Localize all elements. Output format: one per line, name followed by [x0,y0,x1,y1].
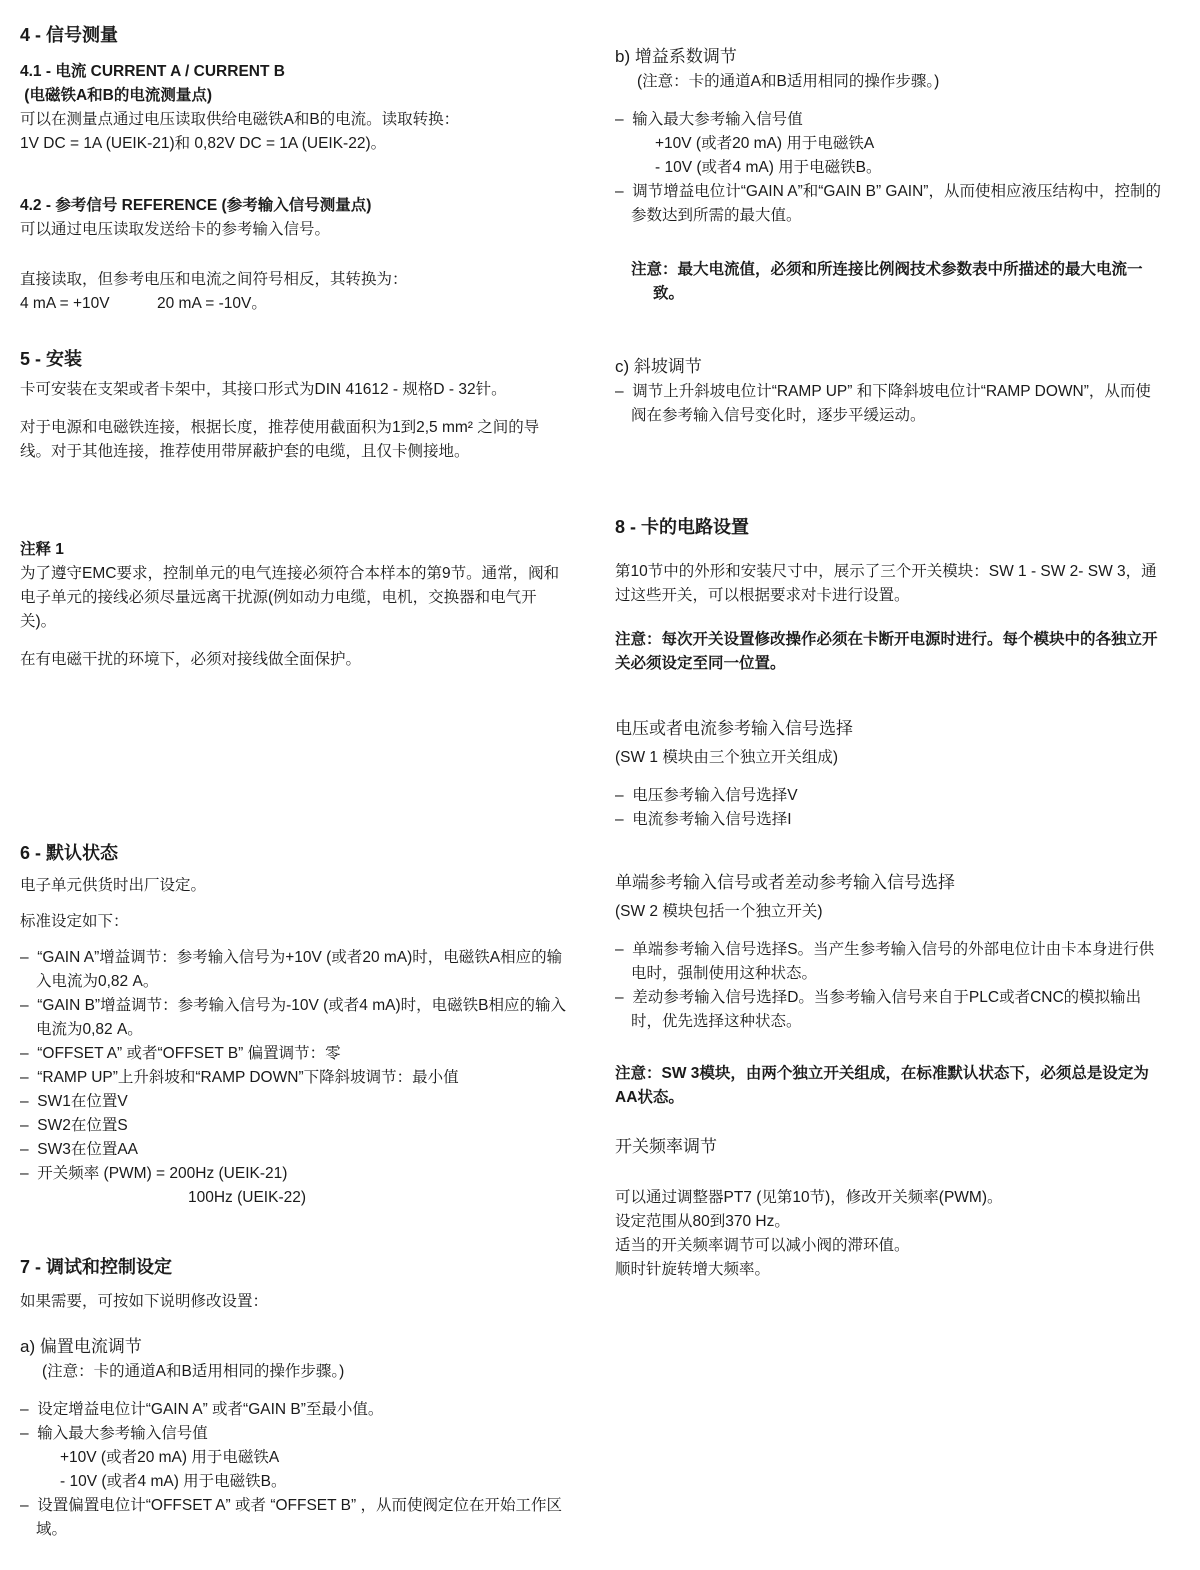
section-5 [20,346,568,464]
section-4-2-conversion [20,268,568,316]
list-subline: - 10V (或者4 mA) 用于电磁铁B。 [655,159,882,176]
list-item: – 设置偏置电位计“OFFSET A” 或者 “OFFSET B” ，从而使阀定位在开始工作区域。 [20,1494,568,1542]
pwm-body [615,1186,1165,1282]
subsection-7a-note: (注意：卡的通道A和B适用相同的操作步骤。) [42,1363,345,1380]
paragraph: 设定范围从80到370 Hz。 [615,1213,790,1230]
list-item: – “OFFSET A” 或者“OFFSET B” 偏置调节：零 [20,1042,568,1066]
paragraph: 顺时针旋转增大频率。 [615,1261,771,1278]
sw3-warning [615,1062,1165,1110]
subsection-7b-note: (注意：卡的通道A和B适用相同的操作步骤。) [637,73,940,90]
sw1-note: (SW 1 模块由三个独立开关组成) [615,749,839,766]
pwm-title: 开关频率调节 [615,1137,717,1156]
sw2-options-list [615,938,1165,1034]
list-item: – SW2在位置S [20,1114,568,1138]
gain-steps-list-cont [615,180,1165,228]
subsection-7c [615,354,1165,428]
list-subline: +10V (或者20 mA) 用于电磁铁A [60,1449,280,1466]
paragraph: 对于电源和电磁铁连接，根据长度，推荐使用截面积为1到2,5 mm² 之间的导线。对于其他连接，推荐使用带屏蔽护套的电缆，且仅卡侧接地。 [20,419,540,460]
paragraph: 在有电磁干扰的环境下，必须对接线做全面保护。 [20,651,362,668]
section-4 [20,22,568,48]
subsection-7c-title: c) 斜坡调节 [615,357,702,376]
note-1-title: 注释 1 [20,541,64,558]
subsection-7a-title: a) 偏置电流调节 [20,1337,142,1356]
paragraph: 卡可安装在支架或者卡架中，其接口形式为DIN 41612 - 规格D - 32针。 [20,381,507,398]
subsection-7a [20,1334,568,1542]
subsection-7b-title: b) 增益系数调节 [615,47,737,66]
list-item: – “RAMP UP”上升斜坡和“RAMP DOWN”下降斜坡调节：最小值 [20,1066,568,1090]
list-item: – “GAIN B”增益调节：参考输入信号为-10V (或者4 mA)时，电磁铁B相应的输入电流为0,82 A。 [20,994,568,1042]
paragraph: 可以通过电压读取发送给卡的参考输入信号。 [20,221,331,238]
max-current-warning [615,258,1165,306]
paragraph: 标准设定如下： [20,913,129,930]
section-8-title: 8 - 卡的电路设置 [615,517,750,537]
warning-text: 注意：每次开关设置修改操作必须在卡断开电源时进行。每个模块中的各独立开关必须设定至同一位置。 [615,631,1158,672]
list-subline: - 10V (或者4 mA) 用于电磁铁B。 [60,1473,287,1490]
section-7 [20,1254,568,1314]
sw1-section [615,716,1165,832]
list-item: – 设定增益电位计“GAIN A” 或者“GAIN B”至最小值。 [20,1398,568,1422]
section-4-title: 4 - 信号测量 [20,25,119,45]
gain-steps-list [615,108,1165,132]
paragraph: 可以通过调整器PT7 (见第10节)，修改开关频率(PWM)。 [615,1189,1003,1206]
list-item: – 输入最大参考输入信号值 [20,1422,568,1446]
pwm-value-line: 100Hz (UEIK-22) [188,1189,307,1206]
paragraph: 4 mA = +10V 20 mA = -10V。 [20,295,267,312]
list-item: – 电压参考输入信号选择V [615,784,1165,808]
subsection-7b [615,44,1165,228]
list-item: – 单端参考输入信号选择S。当产生参考输入信号的外部电位计由卡本身进行供电时，强制使用这种状态。 [615,938,1165,986]
section-4-2-title: 4.2 - 参考信号 REFERENCE (参考输入信号测量点) [20,197,372,214]
list-item: – “GAIN A”增益调节：参考输入信号为+10V (或者20 mA)时，电磁铁A相应的输入电流为0,82 A。 [20,946,568,994]
list-item: – SW3在位置AA [20,1138,568,1162]
list-item: – 调节上升斜坡电位计“RAMP UP” 和下降斜坡电位计“RAMP DOWN”，从而使阀在参考输入信号变化时，逐步平缓运动。 [615,380,1165,428]
list-item: – 输入最大参考输入信号值 [615,108,1165,132]
list-item: – 电流参考输入信号选择I [615,808,1165,832]
list-item: – 调节增益电位计“GAIN A”和“GAIN B” GAIN”，从而使相应液压结构中，控制的参数达到所需的最大值。 [615,180,1165,228]
paragraph: 第10节中的外形和安装尺寸中，展示了三个开关模块：SW 1 - SW 2- SW 3，通过这些开关，可以根据要求对卡进行设置。 [615,563,1157,604]
note-1 [20,538,568,672]
sw1-title: 电压或者电流参考输入信号选择 [615,719,853,738]
section-8 [615,514,1165,676]
section-7-title: 7 - 调试和控制设定 [20,1257,173,1277]
list-subline: +10V (或者20 mA) 用于电磁铁A [655,135,875,152]
paragraph: 适当的开关频率调节可以减小阀的滞环值。 [615,1237,910,1254]
default-settings-list [20,946,568,1186]
paragraph: 可以在测量点通过电压读取供给电磁铁A和B的电流。读取转换： [20,111,460,128]
warning-text: 注意：SW 3模块，由两个独立开关组成，在标准默认状态下，必须总是设定为AA状态。 [615,1065,1149,1106]
paragraph: 电子单元供货时出厂设定。 [20,877,207,894]
section-6 [20,840,568,1210]
list-item: – 开关频率 (PWM) = 200Hz (UEIK-21) [20,1162,568,1186]
sw2-note: (SW 2 模块包括一个独立开关) [615,903,823,920]
pwm-section [615,1134,1165,1160]
section-4-1 [20,60,568,156]
section-5-title: 5 - 安装 [20,349,83,369]
warning-text: 注意：最大电流值，必须和所连接比例阀技术参数表中所描述的最大电流一致。 [631,261,1143,302]
section-4-1-title: 4.1 - 电流 CURRENT A / CURRENT B [20,63,285,80]
paragraph: 为了遵守EMC要求，控制单元的电气连接必须符合本样本的第9节。通常，阀和电子单元的接线必须尽量远离干扰源(例如动力电缆，电机，交换器和电气开关)。 [20,565,560,630]
offset-steps-list-cont [20,1494,568,1542]
section-4-2 [20,194,568,242]
list-item: – SW1在位置V [20,1090,568,1114]
sw2-title: 单端参考输入信号或者差动参考输入信号选择 [615,873,955,892]
section-6-title: 6 - 默认状态 [20,843,119,863]
paragraph: 直接读取，但参考电压和电流之间符号相反，其转换为： [20,271,408,288]
ramp-steps-list [615,380,1165,428]
paragraph: 如果需要，可按如下说明修改设置： [20,1293,269,1310]
sw1-options-list [615,784,1165,832]
paragraph: 1V DC = 1A (UEIK-21)和 0,82V DC = 1A (UEIK-22)。 [20,135,387,152]
offset-steps-list [20,1398,568,1446]
list-item: – 差动参考输入信号选择D。当参考输入信号来自于PLC或者CNC的模拟输出时，优先选择这种状态。 [615,986,1165,1034]
section-4-1-subtitle: (电磁铁A和B的电流测量点) [20,87,213,104]
sw2-section [615,870,1165,1034]
